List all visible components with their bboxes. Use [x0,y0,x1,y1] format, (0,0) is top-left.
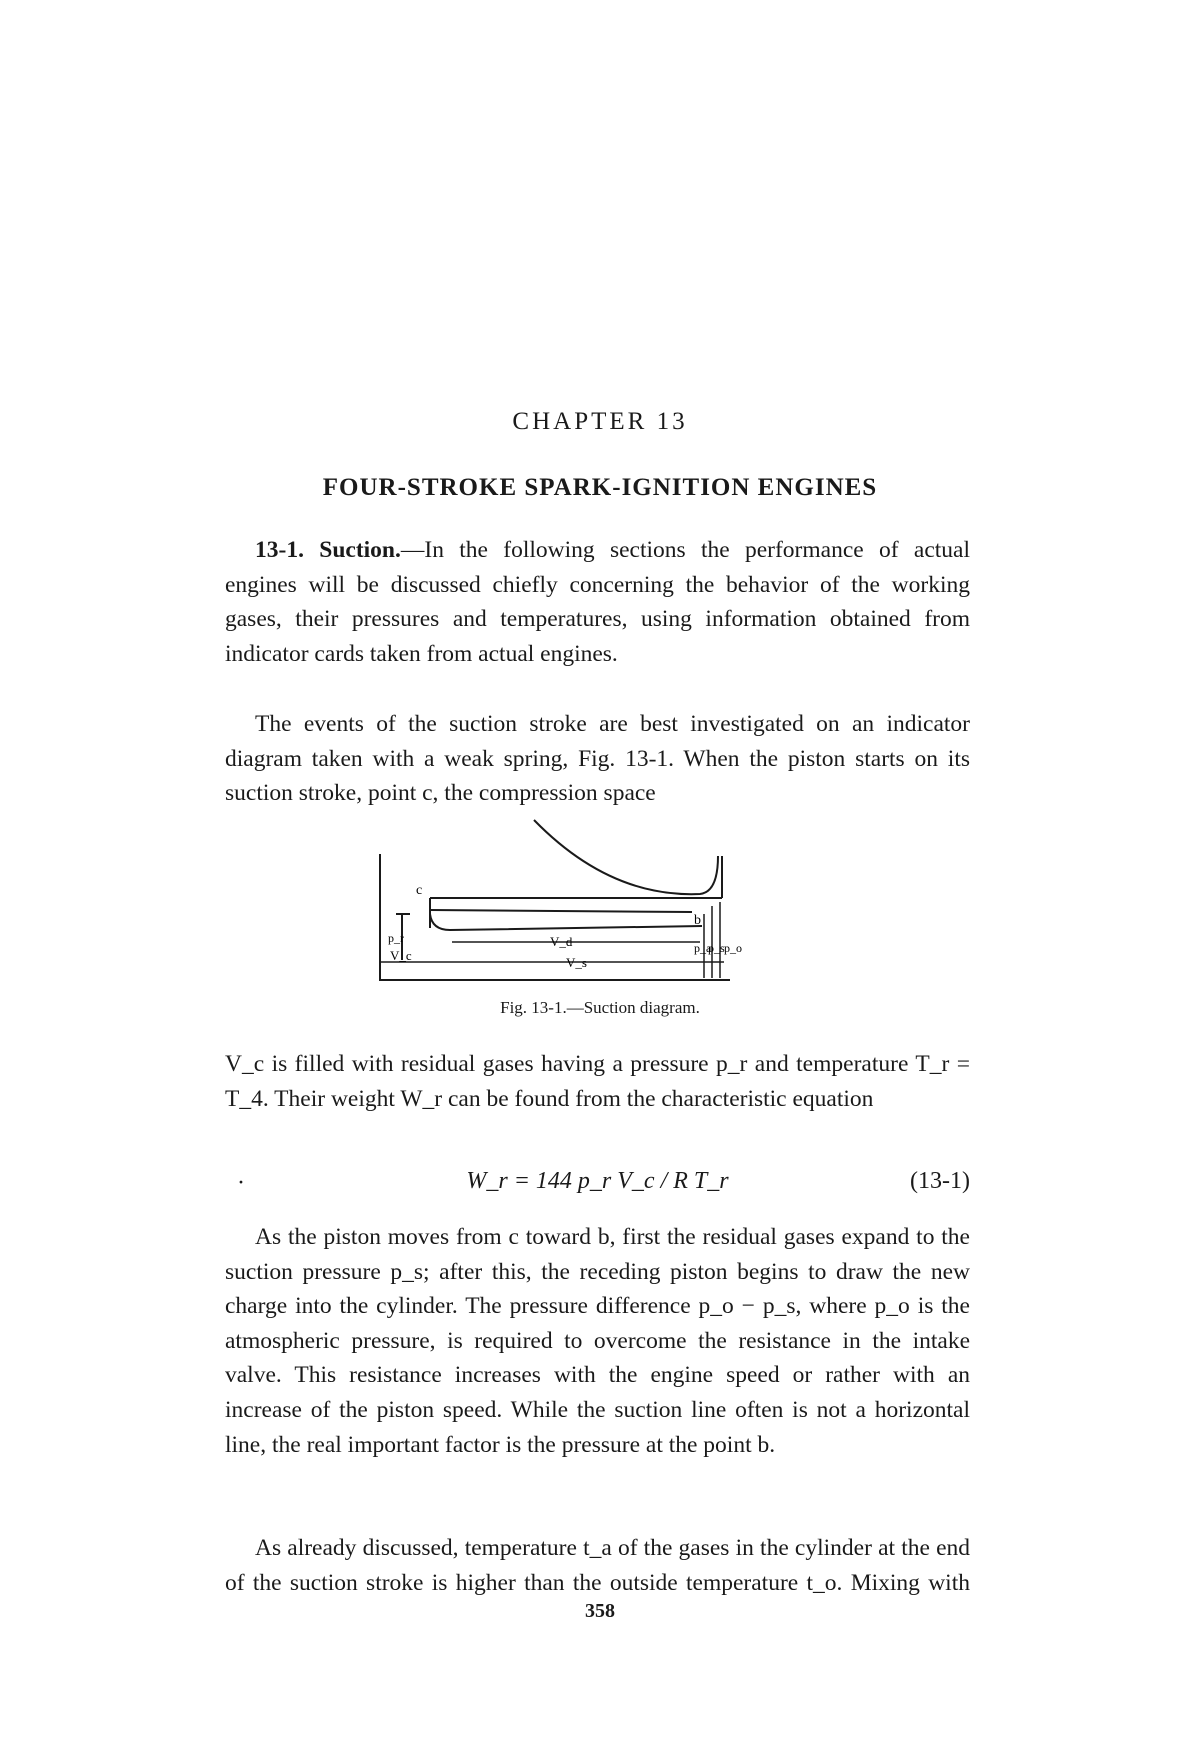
atmospheric-line [430,898,722,928]
exhaust-release-line [430,910,692,912]
label-v-s: V_s [566,955,587,970]
page-number: 358 [585,1600,615,1622]
paragraph-1-text: —In the following sections the performance of actual engines will be discussed chiefly concerning the behavior of the working gases, their pressures and temperatures, using information obtained from indicator cards taken from actual engines. [225,537,970,667]
equation-leader-dot: · [237,1170,245,1196]
label-point-b: b [694,913,701,928]
suction-line [430,914,702,930]
chapter-heading: CHAPTER 13 [512,408,688,435]
paragraph-5-text: As already discussed, temperature t_a of the gases in the cylinder at the end of the suction stroke is higher than the outside temperature t_o. Mixing with [225,1535,970,1596]
section-number: 13-1. Suction. [255,537,401,563]
chapter-title: FOUR-STROKE SPARK-IGNITION ENGINES [322,474,878,501]
label-p-o: p_o [724,941,742,955]
label-p-a: p_a [694,941,712,955]
paragraph-2-text: The events of the suction stroke are best investigated on an indicator diagram taken with a weak spring, Fig. 13-1. When the piston starts on its suction stroke, point c, the compression space [225,711,970,807]
label-p-r: p_r [388,931,404,945]
equation-13-1 [225,1168,970,1204]
paragraph-4-text: As the piston moves from c toward b, first the residual gases expand to the suction pressure p_s; after this, the receding piston begins to draw the new charge into the cylinder. The pressure difference p_o − p_s, where p_o is the atmospheric pressure, is required to overcome the resistance in the intake valve. This resistance increases with the engine speed or rather with an increase of the piston speed. While the suction line often is not a horizontal line, the real important factor is the pressure at the point b. [225,1224,970,1458]
pressure-volume-axes [380,854,730,980]
expansion-curve [534,820,718,894]
suction-diagram-figure [370,818,810,998]
paragraph-5 [225,1531,970,1601]
paragraph-2 [225,707,970,811]
paragraph-3-text: V_c is filled with residual gases having a pressure p_r and temperature T_r = T_4. Their weight W_r can be found from the characteristic equation [225,1051,970,1112]
paragraph-4 [225,1220,970,1462]
pressure-dimension-lines [704,902,720,978]
paragraph-suction-intro [225,533,970,671]
paragraph-3 [225,1047,970,1116]
label-p-s: p_s [708,941,725,955]
equation-number: (13-1) [910,1168,970,1194]
figure-caption: Fig. 13-1.—Suction diagram. [500,998,700,1017]
label-v-d: V_d [550,934,573,949]
label-v-c: V_c [390,948,412,963]
label-point-c: c [416,883,423,898]
equation-formula: W_r = 144 p_r V_c / R T_r [466,1168,729,1194]
